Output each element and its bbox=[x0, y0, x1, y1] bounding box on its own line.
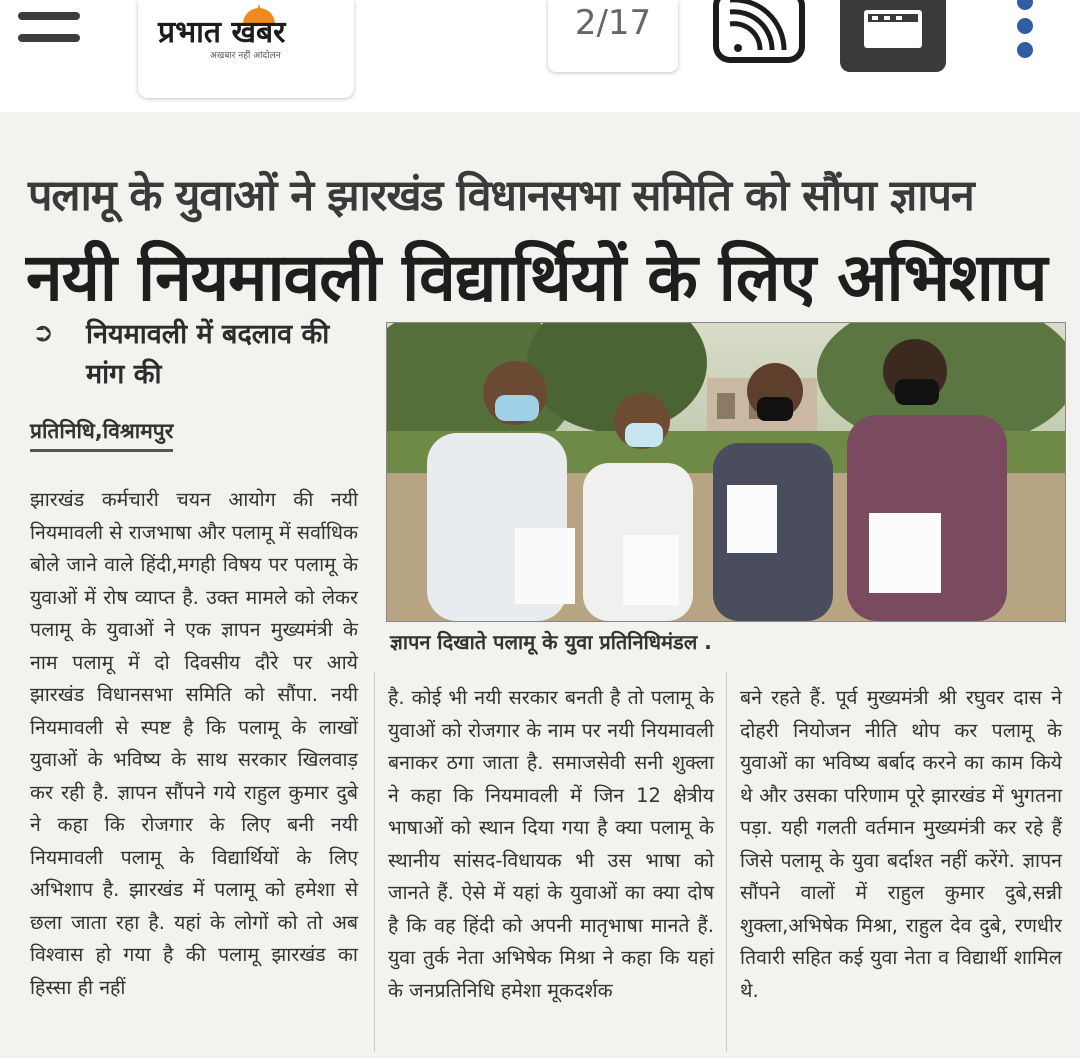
article-byline: प्रतिनिधि,विश्रामपुर bbox=[30, 417, 173, 452]
column-divider bbox=[374, 672, 375, 1052]
photo-illustration bbox=[387, 323, 1065, 621]
article-subhead: नियमावली में बदलाव की मांग की bbox=[86, 319, 330, 390]
article-column-2: है. कोई भी नयी सरकार बनती है तो पलामू के युवाओं को रोजगार के नाम पर नयी नियमावली बनाकर ठगा जाता है. समाजसेवी सनी शुक्ला ने कहा कि नियमावली में जिन 12 क्षेत्रीय भाषाओं को स्थान दिया गया है क्या पलामू के स्थानीय सांसद-विधायक भी उस भाषा को जानते हैं. ऐसे में यहां के युवाओं का क्या दोष है कि वह हिंदी को अपनी मातृभाषा मानते हैं. युवा तुर्क नेता अभिषेक मिश्रा ने कहा कि यहां के जनप्रतिनिधि हमेशा मूकदर्शक bbox=[388, 686, 714, 1002]
photo-caption: ज्ञापन दिखाते पलामू के युवा प्रतिनिधिमंडल . bbox=[390, 630, 712, 654]
column-divider bbox=[726, 672, 727, 1052]
hamburger-menu-icon[interactable] bbox=[18, 12, 80, 42]
article-photo bbox=[386, 322, 1066, 622]
screen-icon[interactable] bbox=[840, 0, 946, 72]
article-column-3: बने रहते हैं. पूर्व मुख्यमंत्री श्री रघुवर दास ने दोहरी नियोजन नीति थोप कर पलामू के युवाओं का भविष्य बर्बाद करने का काम किये थे और उसका परिणाम पूरे झारखंड में भुगतना पड़ा. यही गलती वर्तमान मुख्यमंत्री कर रहे हैं जिसे पलामू के युवा बर्दाश्त नहीं करेंगे. ज्ञापन सौंपने वालों में राहुल कुमार दुबे,सन्नी शुक्ला,अभिषेक मिश्रा, राहुल देव दुबे, रणधीर तिवारी सहित कई युवा नेता व विद्यार्थी शामिल थे. bbox=[740, 686, 1062, 1002]
more-vertical-icon[interactable] bbox=[1014, 0, 1036, 62]
article-headline: नयी नियमावली विद्यार्थियों के लिए अभिशाप bbox=[26, 239, 1047, 316]
logo-title: प्रभात खबर bbox=[158, 15, 286, 50]
rss-text-icon[interactable] bbox=[712, 0, 806, 64]
article-column-1: झारखंड कर्मचारी चयन आयोग की नयी नियमावली से राजभाषा और पलामू में सर्वाधिक बोले जाने वाले हिंदी,मगही विषय पर पलामू के युवाओं में रोष व्याप्त है. उक्त मामले को लेकर पलामू के युवाओं ने एक ज्ञापन मुख्यमंत्री के नाम पलामू में दो दिवसीय दौरे पर आये झारखंड विधानसभा समिति को सौंपा. नयी नियमावली से स्पष्ट है कि पलामू के लाखों युवाओं के भविष्य के साथ सरकार खिलवाड़ कर रही है. ज्ञापन सौंपने गये राहुल कुमार दुबे ने कहा कि रोजगार के लिए बनी नयी नियमावली पलामू के विद्यार्थियों के लिए अभिशाप है. झारखंड में पलामू को हमेशा से छला जाता रहा है. यहां के लोगों को तो अब विश्वास हो गया है की पलामू झारखंड का हिस्सा ही नहीं bbox=[30, 488, 358, 999]
article-strap: पलामू के युवाओं ने झारखंड विधानसभा समिति को सौंपा ज्ञापन bbox=[28, 171, 974, 221]
publication-logo[interactable] bbox=[138, 0, 354, 98]
logo-tagline: अखबार नहीं आंदोलन bbox=[210, 51, 281, 61]
bullet-arrow-icon: ➲ bbox=[32, 318, 54, 348]
page-counter: 2/17 bbox=[548, 0, 678, 72]
newspaper-clipping bbox=[0, 112, 1080, 1058]
top-toolbar bbox=[0, 0, 1080, 112]
